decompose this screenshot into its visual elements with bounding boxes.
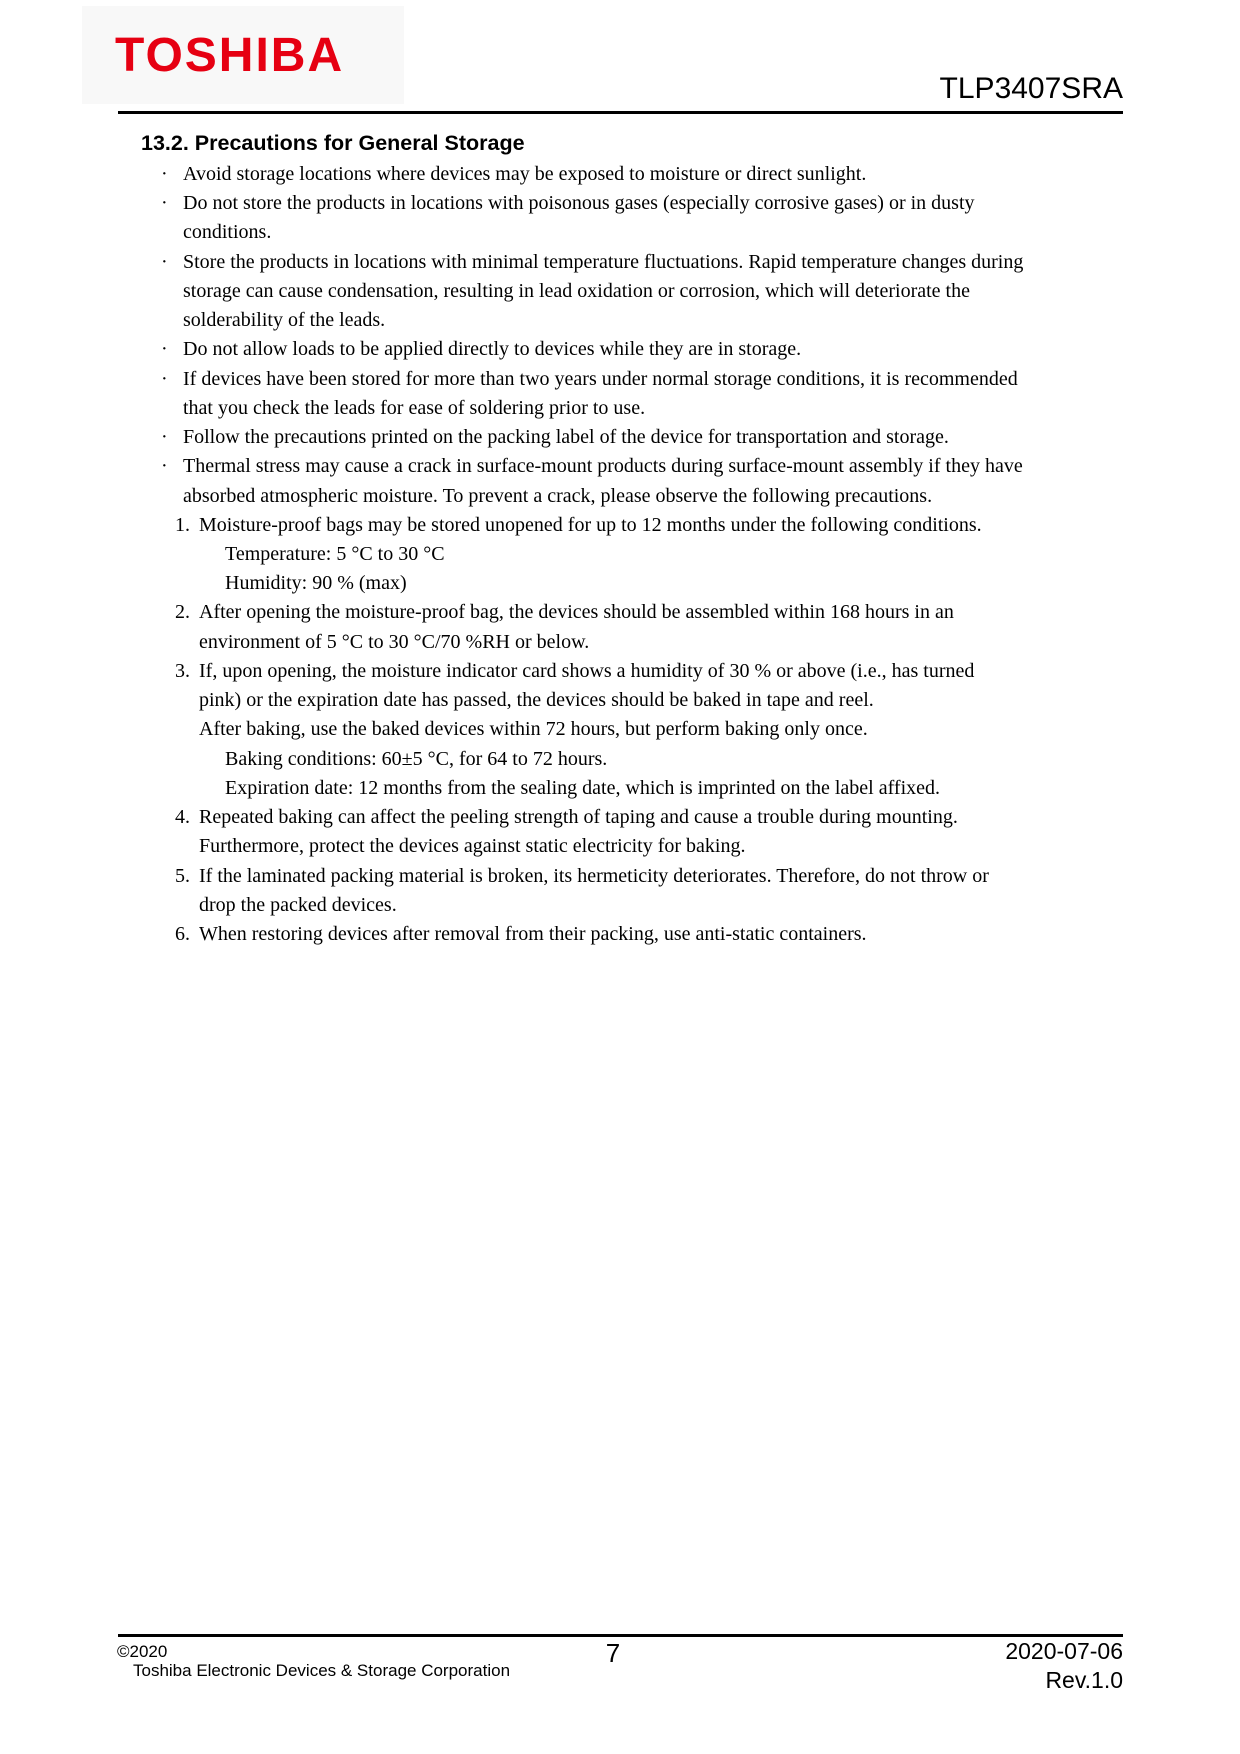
list-line bbox=[0, 511, 1240, 540]
list-line-text: After opening the moisture-proof bag, the devices should be assembled within 168 hours in an bbox=[199, 601, 954, 623]
list-line bbox=[0, 657, 1240, 686]
list-line bbox=[0, 628, 1240, 657]
list-line-text: Moisture-proof bags may be stored unopened for up to 12 months under the following conditions. bbox=[199, 514, 982, 536]
list-line bbox=[0, 306, 1240, 335]
list-line bbox=[0, 335, 1240, 364]
list-line bbox=[0, 394, 1240, 423]
list-line bbox=[0, 598, 1240, 627]
list-line bbox=[0, 365, 1240, 394]
number-marker: 5. bbox=[175, 865, 190, 887]
number-marker: 6. bbox=[175, 923, 190, 945]
revision-number: Rev.1.0 bbox=[1045, 1667, 1123, 1693]
list-line-text: If devices have been stored for more than two years under normal storage conditions, it is recommended bbox=[183, 368, 1018, 390]
list-line-text: drop the packed devices. bbox=[199, 894, 397, 916]
list-line-text: If the laminated packing material is broken, its hermeticity deteriorates. Therefore, do not throw or bbox=[199, 865, 989, 887]
list-line bbox=[0, 569, 1240, 598]
list-line bbox=[0, 482, 1240, 511]
list-line-text: Furthermore, protect the devices against static electricity for baking. bbox=[199, 835, 746, 857]
bullet-marker: · bbox=[161, 163, 168, 185]
list-line bbox=[0, 248, 1240, 277]
list-line bbox=[0, 862, 1240, 891]
list-line-text: solderability of the leads. bbox=[183, 309, 386, 331]
bullet-marker: · bbox=[161, 455, 168, 477]
list-line-text: If, upon opening, the moisture indicator card shows a humidity of 30 % or above (i.e., has turned bbox=[199, 660, 975, 682]
list-line bbox=[0, 715, 1240, 744]
list-line-text: absorbed atmospheric moisture. To prevent a crack, please observe the following precautions. bbox=[183, 485, 933, 507]
list-line bbox=[0, 540, 1240, 569]
number-marker: 2. bbox=[175, 601, 190, 623]
list-line bbox=[0, 452, 1240, 481]
list-line-text: Avoid storage locations where devices may be exposed to moisture or direct sunlight. bbox=[183, 163, 867, 185]
number-marker: 3. bbox=[175, 660, 190, 682]
list-line bbox=[0, 218, 1240, 247]
list-line-text: After baking, use the baked devices within 72 hours, but perform baking only once. bbox=[199, 718, 868, 740]
list-line-text: Expiration date: 12 months from the sealing date, which is imprinted on the label affixed. bbox=[225, 777, 941, 799]
list-line bbox=[0, 832, 1240, 861]
list-line-text: conditions. bbox=[183, 221, 272, 243]
list-line-text: Repeated baking can affect the peeling strength of taping and cause a trouble during mounting. bbox=[199, 806, 958, 828]
header-rule bbox=[118, 111, 1123, 114]
list-line-text: When restoring devices after removal from their packing, use anti-static containers. bbox=[199, 923, 867, 945]
list-line-text: Do not allow loads to be applied directly to devices while they are in storage. bbox=[183, 338, 802, 360]
list-line-text: storage can cause condensation, resulting in lead oxidation or corrosion, which will deteriorate the bbox=[183, 280, 970, 302]
number-marker: 4. bbox=[175, 806, 190, 828]
page-number: 7 bbox=[605, 1638, 621, 1668]
list-line-text: Thermal stress may cause a crack in surface-mount products during surface-mount assembly if they have bbox=[183, 455, 1023, 477]
bullet-marker: · bbox=[161, 338, 168, 360]
list-line bbox=[0, 423, 1240, 452]
copyright-text: ©2020 bbox=[117, 1642, 168, 1661]
list-line bbox=[0, 745, 1240, 774]
bullet-marker: · bbox=[161, 192, 168, 214]
list-line-text: Humidity: 90 % (max) bbox=[225, 572, 407, 594]
list-line bbox=[0, 189, 1240, 218]
list-line-text: Baking conditions: 60±5 °C, for 64 to 72 hours. bbox=[225, 748, 608, 770]
section-title: 13.2. Precautions for General Storage bbox=[141, 131, 525, 155]
revision-date: 2020-07-06 bbox=[1005, 1638, 1123, 1664]
footer-rule bbox=[118, 1634, 1123, 1637]
bullet-marker: · bbox=[161, 368, 168, 390]
list-line bbox=[0, 160, 1240, 189]
list-line-text: environment of 5 °C to 30 °C/70 %RH or below. bbox=[199, 631, 590, 653]
list-line bbox=[0, 891, 1240, 920]
toshiba-logo: TOSHIBA bbox=[115, 29, 345, 82]
company-name: Toshiba Electronic Devices & Storage Corporation bbox=[133, 1661, 511, 1680]
list-line-text: pink) or the expiration date has passed, the devices should be baked in tape and reel. bbox=[199, 689, 874, 711]
list-line bbox=[0, 774, 1240, 803]
list-line bbox=[0, 686, 1240, 715]
list-line bbox=[0, 803, 1240, 832]
bullet-marker: · bbox=[161, 426, 168, 448]
list-line-text: Follow the precautions printed on the packing label of the device for transportation and storage. bbox=[183, 426, 949, 448]
part-number: TLP3407SRA bbox=[939, 72, 1123, 105]
list-line bbox=[0, 920, 1240, 949]
list-line-text: that you check the leads for ease of soldering prior to use. bbox=[183, 397, 646, 419]
list-line bbox=[0, 277, 1240, 306]
list-line-text: Temperature: 5 °C to 30 °C bbox=[225, 543, 445, 565]
list-line-text: Do not store the products in locations with poisonous gases (especially corrosive gases) or in dusty bbox=[183, 192, 975, 214]
list-line-text: Store the products in locations with minimal temperature fluctuations. Rapid temperature changes during bbox=[183, 251, 1024, 273]
number-marker: 1. bbox=[175, 514, 190, 536]
bullet-marker: · bbox=[161, 251, 168, 273]
